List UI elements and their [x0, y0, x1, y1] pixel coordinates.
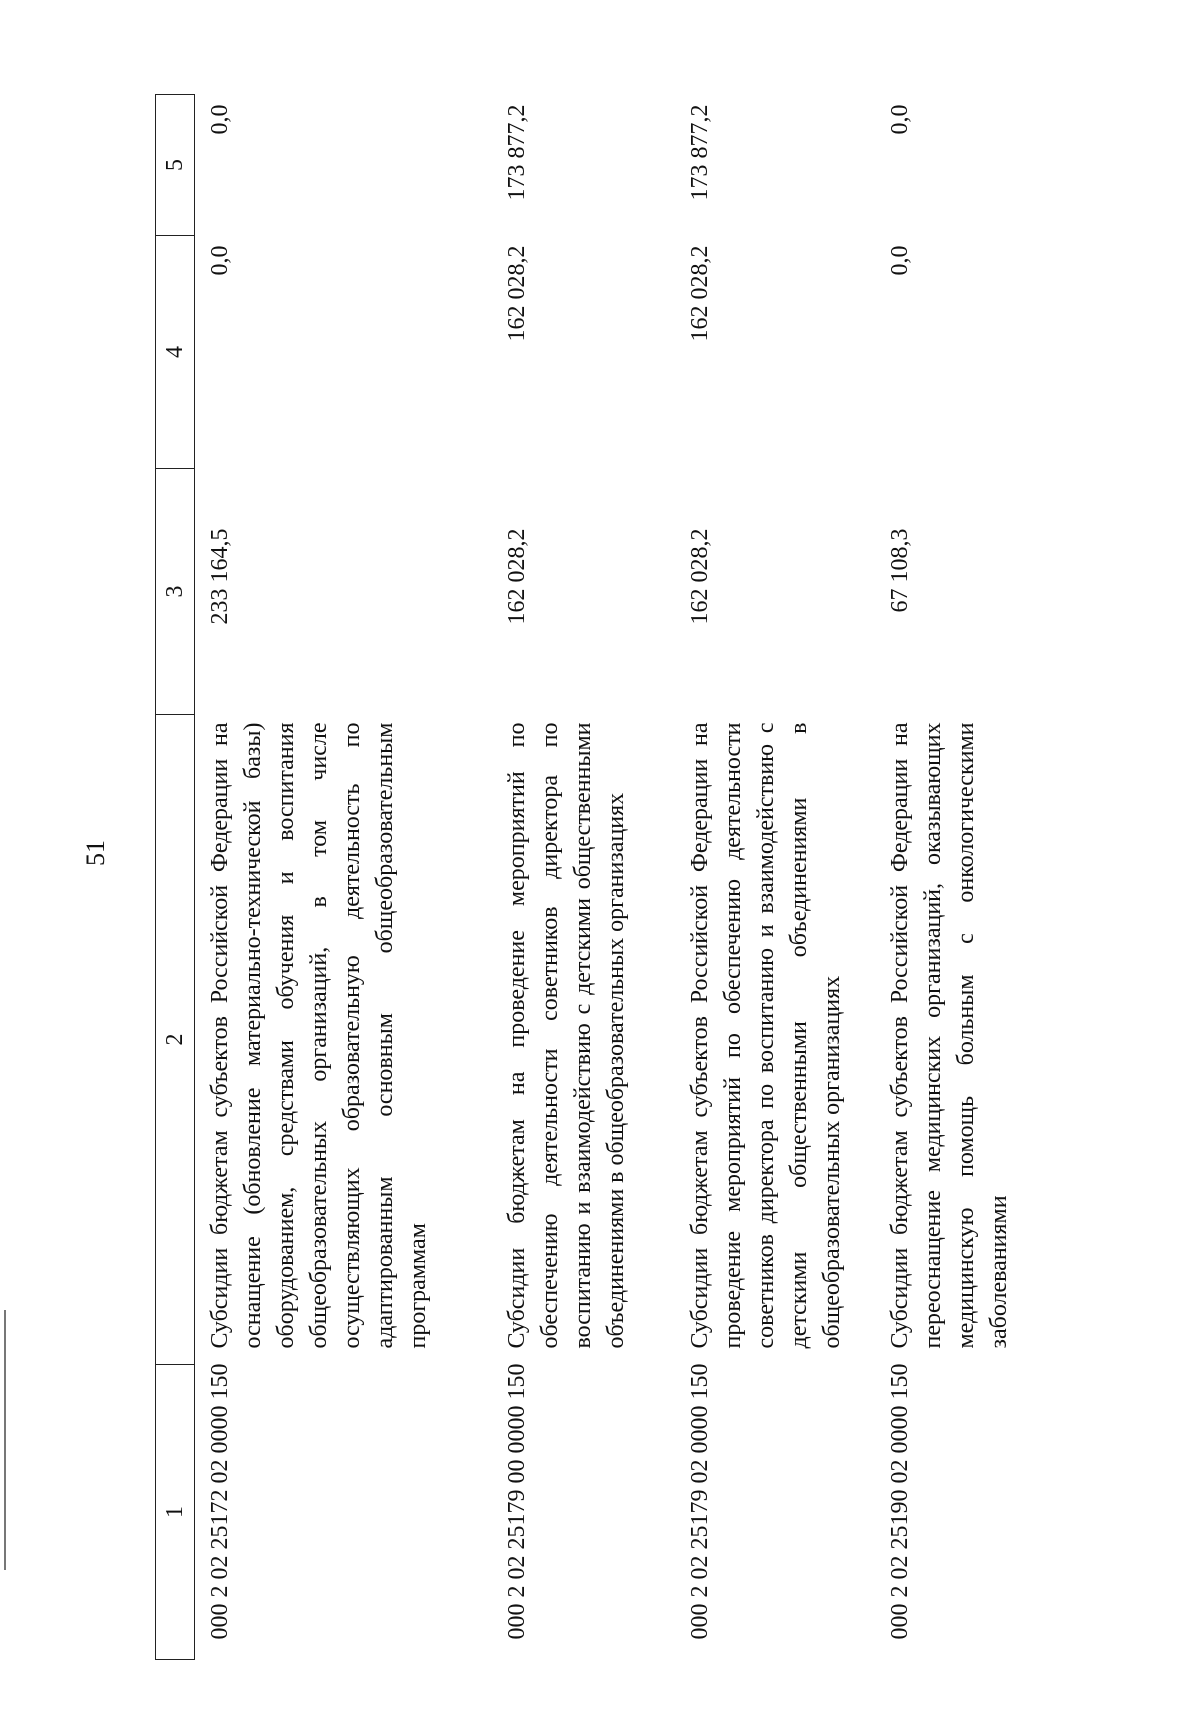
scan-edge-line	[4, 1310, 6, 1570]
header-col-5: 5	[156, 95, 195, 236]
budget-item-name: Субсидии бюджетам субъектов Российской Федерации на переоснащение медицинских организаций, оказывающих медицинскую помощь больным с онкологическими заболеваниями	[887, 722, 1012, 1349]
page-number: 51	[81, 840, 110, 866]
table-row	[875, 95, 1042, 1660]
amount-col-3: 162 028,2	[687, 528, 713, 625]
amount-col-5: 173 877,2	[504, 104, 530, 201]
amount-col-4: 0,0	[887, 245, 913, 276]
amount-col-5: 0,0	[207, 104, 233, 135]
header-col-1: 1	[156, 1365, 195, 1660]
budget-code: 000 2 02 25190 02 0000 150	[887, 1363, 913, 1640]
amount-col-4: 162 028,2	[687, 245, 713, 342]
header-col-3: 3	[156, 469, 195, 715]
budget-code: 000 2 02 25172 02 0000 150	[207, 1363, 233, 1640]
header-row	[156, 95, 195, 1660]
table-row	[675, 95, 875, 1660]
rotated-page-content	[155, 95, 1161, 1660]
amount-col-3: 67 108,3	[887, 528, 913, 613]
budget-code: 000 2 02 25179 02 0000 150	[687, 1363, 713, 1640]
amount-col-5: 173 877,2	[687, 104, 713, 201]
table-row	[492, 95, 675, 1660]
budget-table	[155, 94, 1042, 1660]
amount-col-3: 233 164,5	[207, 528, 233, 625]
amount-col-4: 162 028,2	[504, 245, 530, 342]
budget-item-name: Субсидии бюджетам субъектов Российской Федерации на оснащение (обновление материально-технической базы) оборудованием, средствами обучения и воспитания общеобразовательных организаций, в том числе осуществляющих образовательную деятельность по адаптированным основным общеобразовательным программам	[207, 722, 431, 1349]
budget-item-name: Субсидии бюджетам на проведение мероприятий по обеспечению деятельности советников директора по воспитанию и взаимодействию с детскими общественными объединениями в общеобразовательных организациях	[504, 722, 629, 1349]
budget-item-name: Субсидии бюджетам субъектов Российской Федерации на проведение мероприятий по обеспечению деятельности советников директора по воспитанию и взаимодействию с детскими общественными объединениями в общеобразовательных организациях	[687, 722, 845, 1349]
header-col-4: 4	[156, 236, 195, 469]
amount-col-5: 0,0	[887, 104, 913, 135]
table-row	[195, 95, 493, 1660]
budget-code: 000 2 02 25179 00 0000 150	[504, 1363, 530, 1640]
header-col-2: 2	[156, 715, 195, 1365]
amount-col-3: 162 028,2	[504, 528, 530, 625]
amount-col-4: 0,0	[207, 245, 233, 276]
